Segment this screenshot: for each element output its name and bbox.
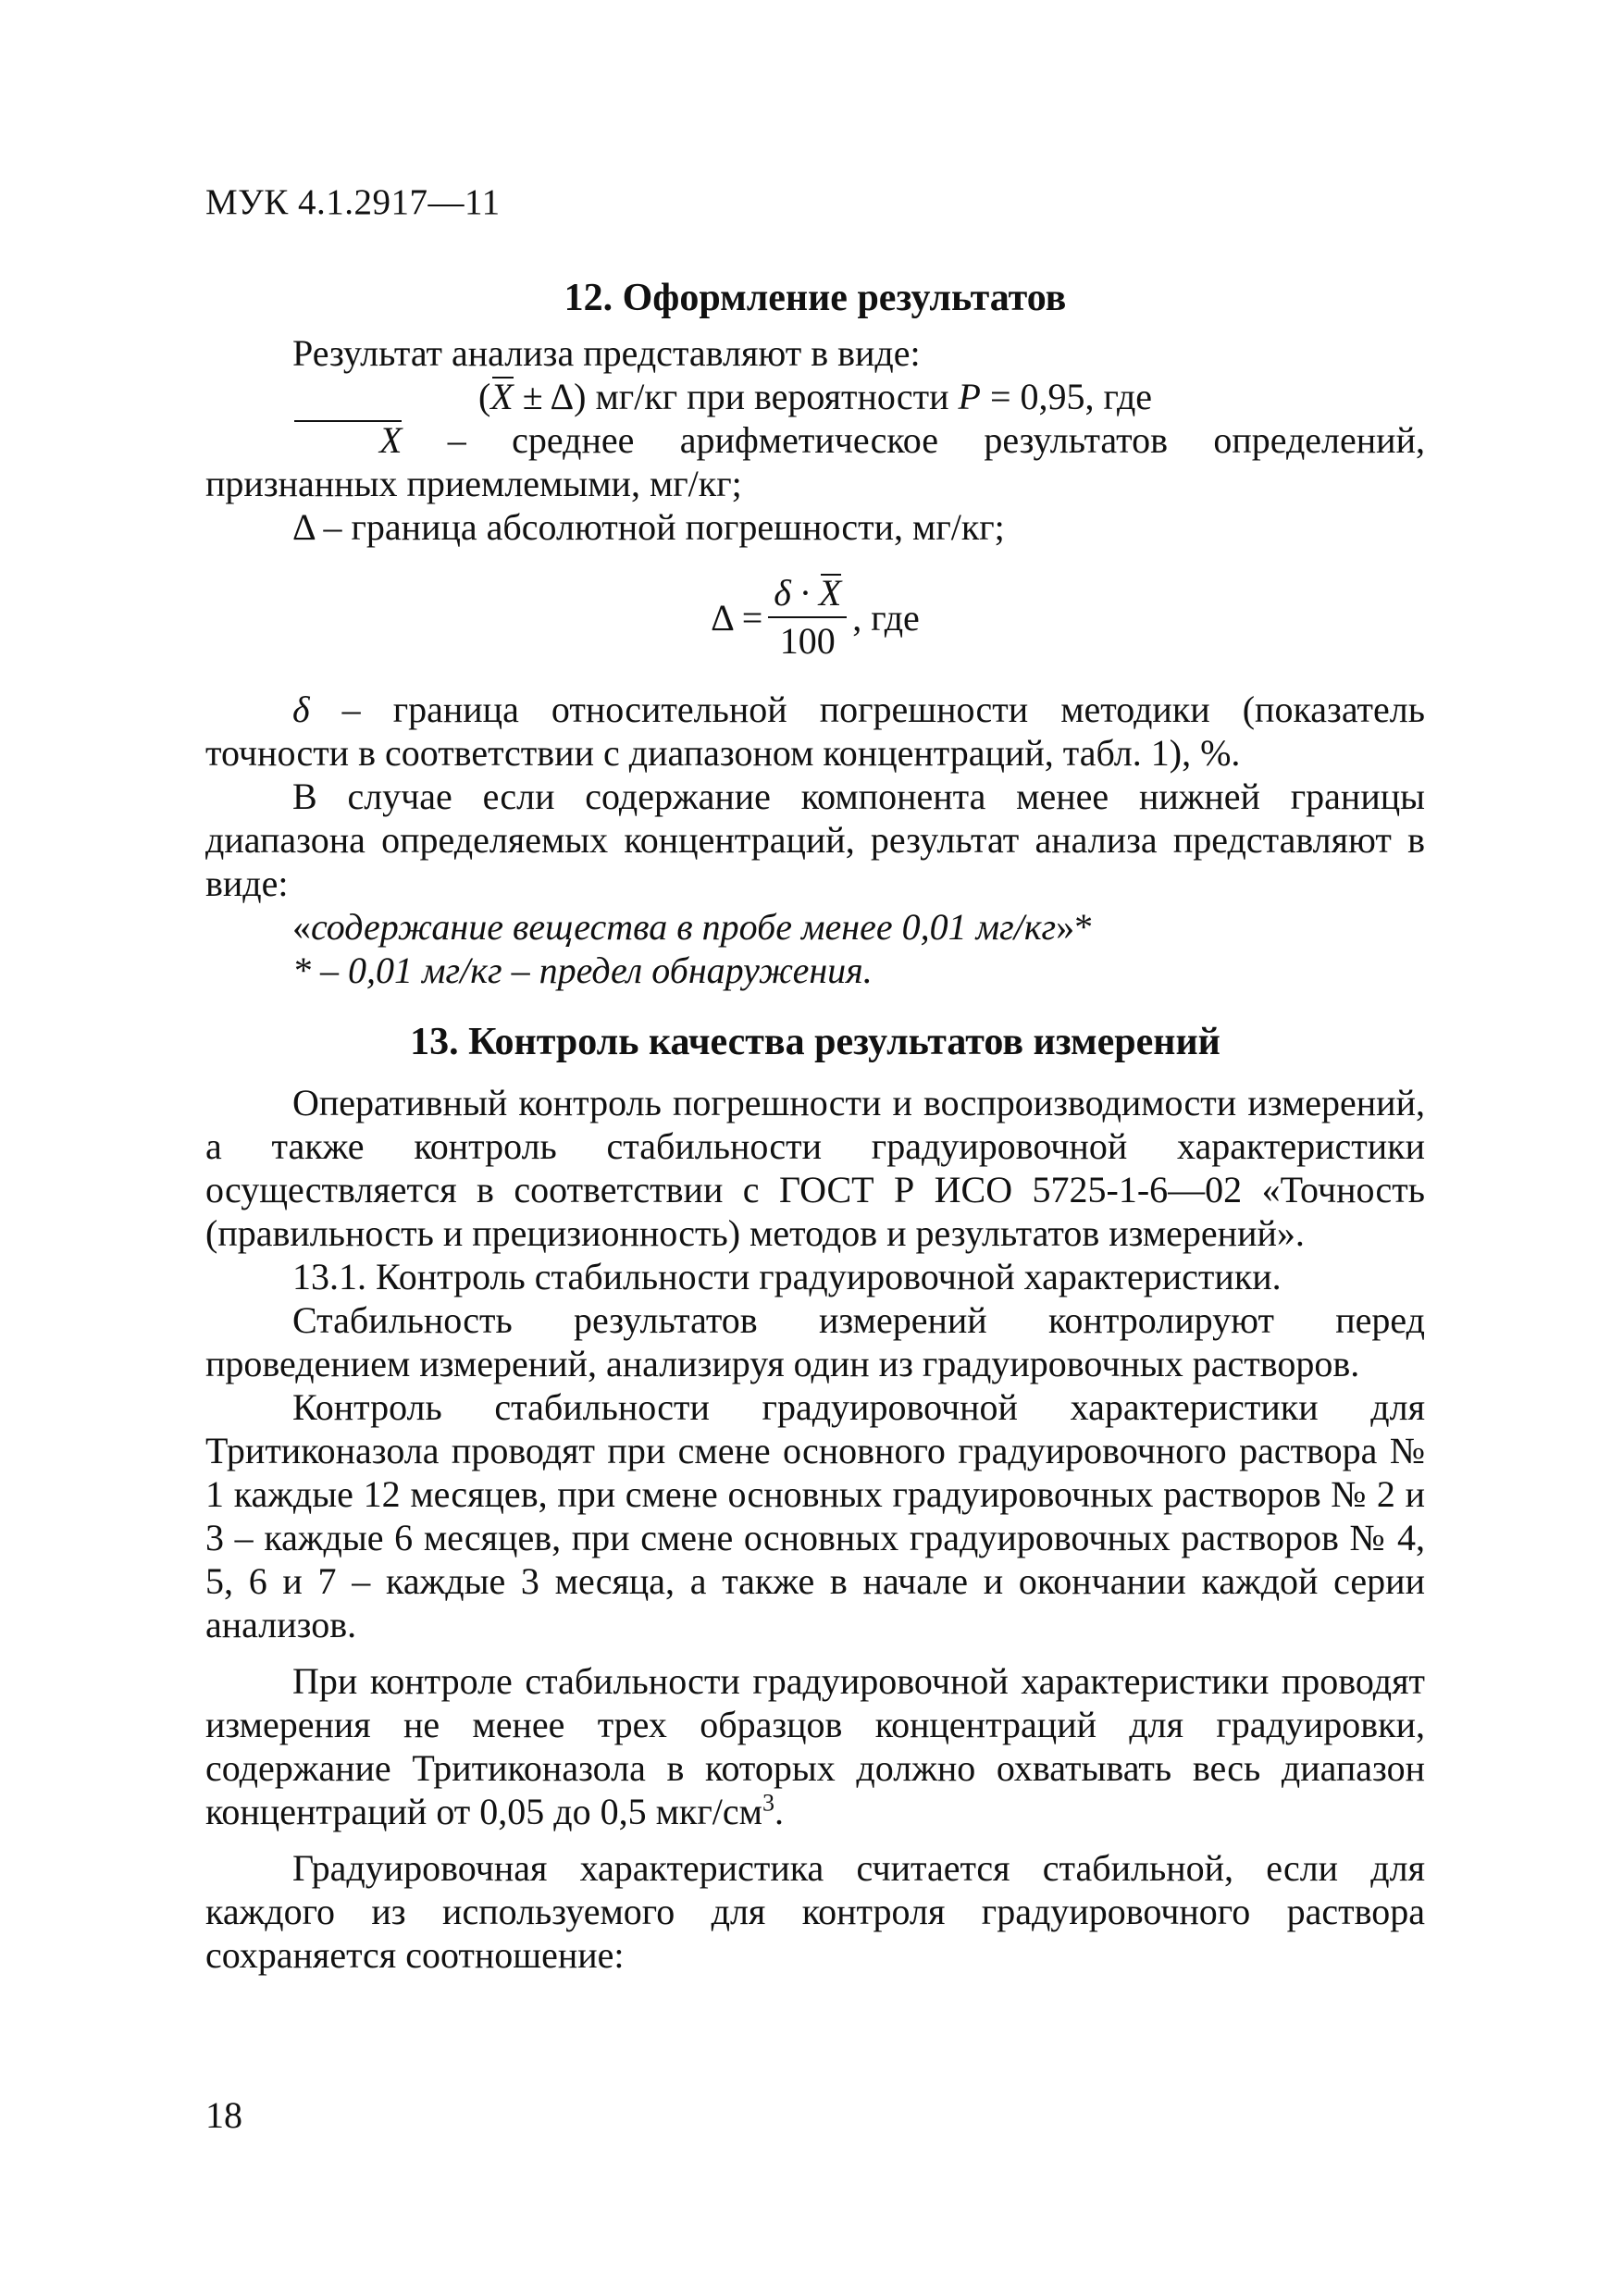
quote-open: « [292, 906, 311, 948]
quote-text: содержание вещества в пробе менее 0,01 мг/кг [311, 906, 1057, 948]
plus-minus-text: ± Δ) мг/кг при вероятности [513, 376, 959, 417]
lower-bound-case: В случае если содержание компонента менее нижней границы диапазона определяемых концентраций, результат анализа представляют в виде: [205, 776, 1425, 904]
section-13-title: 13. Контроль качества результатов измерений [410, 1021, 1220, 1063]
paren-open: ( [477, 376, 491, 417]
section-13-paragraph-5 [205, 1659, 1425, 1833]
section-13-paragraph-6: Градуировочная характеристика считается стабильной, если для каждого из используемого для контроля градуировочного раствора сохраняется соотношение: [205, 1847, 1425, 1976]
section-12-title: 12. Оформление результатов [564, 277, 1067, 319]
below-limit-quote [205, 905, 1425, 949]
fraction-numerator [768, 572, 847, 618]
quote-close: »* [1056, 906, 1094, 948]
x-bar-definition [205, 418, 1425, 505]
relative-error-definition [205, 688, 1425, 775]
fraction-denominator: 100 [779, 620, 836, 662]
probability-tail: = 0,95, где [980, 376, 1153, 417]
delta-formula-tail: , где [852, 596, 920, 639]
numerator-x-bar: X [818, 572, 842, 614]
cubic-superscript: 3 [762, 1789, 774, 1817]
section-13-paragraph-1: Оперативный контроль погрешности и воспроизводимости измерений, а также контроль стабильности градуировочной характеристики осуществляется в соответствии с ГОСТ Р ИСО 5725-1-6—02 «Точность (правильность и прецизионность) методов и результатов измерений». [205, 1082, 1425, 1254]
paragraph-5-end: . [774, 1791, 784, 1832]
relative-error-text: – граница относительной погрешности методики (показатель точности в соответствии с диапазоном концентраций, табл. 1), %. [205, 689, 1425, 774]
result-formula-line [205, 375, 1425, 418]
delta-definition: Δ – граница абсолютной погрешности, мг/кг; [292, 506, 1005, 548]
delta-formula [205, 552, 1425, 682]
section-13-paragraph-4: Контроль стабильности градуировочной характеристики для Тритиконазола проводят при смене основного градуировочного раствора № 1 каждые 12 месяцев, при смене основных градуировочных растворов № 2 и 3 – каждые 6 месяцев, при смене основных градуировочных растворов № 4, 5, 6 и 7 – каждые 3 месяца, а также в начале и окончании каждой серии анализов. [205, 1386, 1425, 1645]
page-content [205, 270, 1425, 1977]
delta-formula-lhs: Δ = [711, 596, 763, 639]
paragraph-5-text: При контроле стабильности градуировочной характеристики проводят измерения не менее трех образцов концентраций для градуировки, содержание Тритиконазола в которых должно охватывать весь диапазон концентраций от 0,05 до 0,5 мкг/см [205, 1660, 1425, 1832]
detection-limit-footnote: * – 0,01 мг/кг – предел обнаружения. [292, 949, 873, 991]
document-code-header: МУК 4.1.2917—11 [205, 182, 501, 222]
section-13-paragraph-3: Стабильность результатов измерений контролируют перед проведением измерений, анализируя один из градуировочных растворов. [205, 1299, 1425, 1384]
section-13-subsection-1: 13.1. Контроль стабильности градуировочной характеристики. [292, 1256, 1282, 1297]
delta-fraction [768, 572, 847, 663]
x-bar-definition-text: – среднее арифметическое результатов определений, признанных приемлемыми, мг/кг; [205, 419, 1425, 504]
delta-symbol: δ [292, 689, 310, 730]
numerator-delta: δ · [774, 572, 819, 614]
result-intro: Результат анализа представляют в виде: [292, 332, 921, 374]
x-bar-symbol: X [490, 376, 514, 417]
probability-symbol: P [958, 376, 981, 417]
x-bar-symbol-def: X [292, 418, 402, 462]
page-number: 18 [205, 2094, 242, 2136]
